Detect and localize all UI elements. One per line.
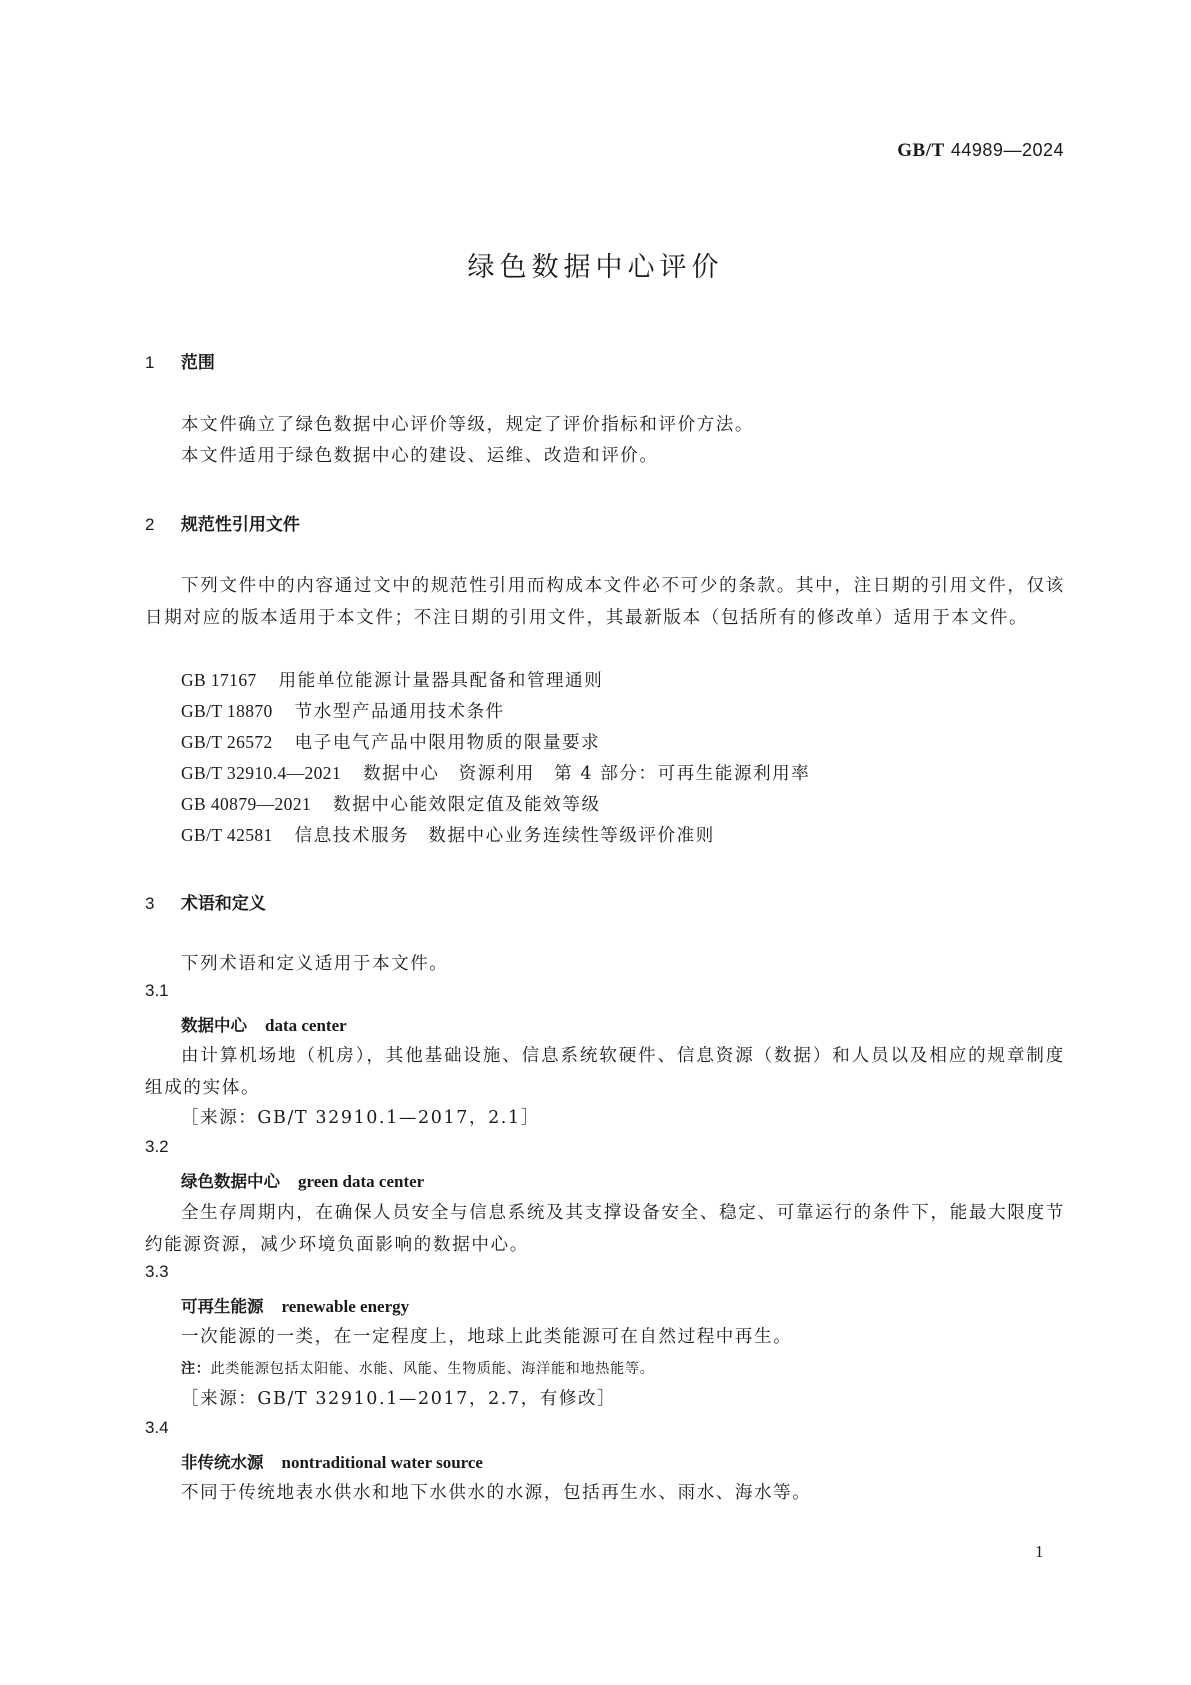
reference-item [181, 727, 600, 759]
term-chinese: 可再生能源 [181, 1297, 264, 1316]
term-english: data center [265, 1016, 347, 1035]
section-3-heading [145, 889, 266, 914]
reference-item [181, 665, 603, 697]
term-source: ［来源：GB/T 32910.1—2017，2.1］ [181, 1108, 540, 1128]
reference-title: 数据中心能效限定值及能效等级 [333, 795, 601, 815]
scope-paragraph-1: 本文件确立了绿色数据中心评价等级，规定了评价指标和评价方法。 [181, 415, 754, 435]
term-number: 3.4 [145, 1418, 169, 1437]
term-definition: 不同于传统地表水供水和地下水供水的水源，包括再生水、雨水、海水等。 [181, 1483, 812, 1503]
term-note [181, 1358, 655, 1378]
scope-paragraph-2: 本文件适用于绿色数据中心的建设、运维、改造和评价。 [181, 446, 659, 466]
term-heading [181, 1449, 483, 1473]
term-chinese: 非传统水源 [181, 1453, 264, 1472]
reference-item [181, 820, 715, 852]
standard-prefix: GB/T [897, 140, 945, 161]
term-chinese: 数据中心 [181, 1016, 247, 1035]
reference-code: GB/T 42581 [181, 825, 273, 845]
reference-title: 用能单位能源计量器具配备和管理通则 [278, 671, 604, 691]
reference-title: 数据中心 资源利用 第 4 部分：可再生能源利用率 [363, 764, 811, 784]
normative-references-intro: 下列文件中的内容通过文中的规范性引用而构成本文件必不可少的条款。其中，注日期的引用文件，仅该日期对应的版本适用于本文件；不注日期的引用文件，其最新版本（包括所有的修改单）适用于本文件。 [145, 576, 1065, 628]
reference-code: GB/T 18870 [181, 701, 273, 721]
term-number: 3.2 [145, 1137, 169, 1156]
term-definition: 全生存周期内，在确保人员安全与信息系统及其支撑设备安全、稳定、可靠运行的条件下，能最大限度节约能源资源，减少环境负面影响的数据中心。 [145, 1203, 1065, 1255]
reference-code: GB 17167 [181, 670, 257, 690]
section-number: 1 [145, 353, 155, 372]
page-number: 1 [1035, 1542, 1044, 1561]
section-title: 术语和定义 [180, 894, 266, 914]
reference-title: 信息技术服务 数据中心业务连续性等级评价准则 [294, 826, 715, 846]
term-chinese: 绿色数据中心 [181, 1172, 280, 1191]
term-heading [181, 1012, 347, 1036]
term-english: green data center [298, 1172, 425, 1191]
term-heading [181, 1168, 424, 1192]
section-number: 3 [145, 894, 155, 913]
section-title: 规范性引用文件 [180, 515, 300, 535]
term-english: renewable energy [281, 1297, 410, 1316]
section-title: 范围 [180, 353, 215, 373]
term-number: 3.3 [145, 1262, 169, 1281]
reference-code: GB 40879—2021 [181, 794, 312, 814]
reference-item [181, 789, 601, 821]
term-heading [181, 1293, 409, 1317]
document-title: 绿色数据中心评价 [467, 252, 724, 283]
term-definition: 一次能源的一类，在一定程度上，地球上此类能源可在自然过程中再生。 [181, 1327, 793, 1347]
reference-code: GB/T 32910.4—2021 [181, 763, 342, 783]
note-text: 此类能源包括太阳能、水能、风能、生物质能、海洋能和地热能等。 [210, 1361, 655, 1377]
reference-item [181, 758, 810, 790]
reference-title: 节水型产品通用技术条件 [294, 702, 505, 722]
term-definition: 由计算机场地（机房），其他基础设施、信息系统软硬件、信息资源（数据）和人员以及相应的规章制度组成的实体。 [145, 1046, 1065, 1098]
section-2-heading [145, 510, 300, 535]
term-number: 3.1 [145, 981, 169, 1000]
reference-title: 电子电气产品中限用物质的限量要求 [294, 733, 601, 753]
standard-code: 44989—2024 [950, 140, 1064, 160]
term-english: nontraditional water source [281, 1453, 483, 1472]
note-label: 注： [181, 1361, 211, 1377]
section-1-heading [145, 348, 215, 373]
terms-intro: 下列术语和定义适用于本文件。 [181, 954, 449, 974]
term-source: ［来源：GB/T 32910.1—2017，2.7，有修改］ [181, 1389, 617, 1409]
reference-item [181, 696, 505, 728]
reference-code: GB/T 26572 [181, 732, 273, 752]
standard-number [0, 140, 1064, 162]
section-number: 2 [145, 515, 155, 534]
